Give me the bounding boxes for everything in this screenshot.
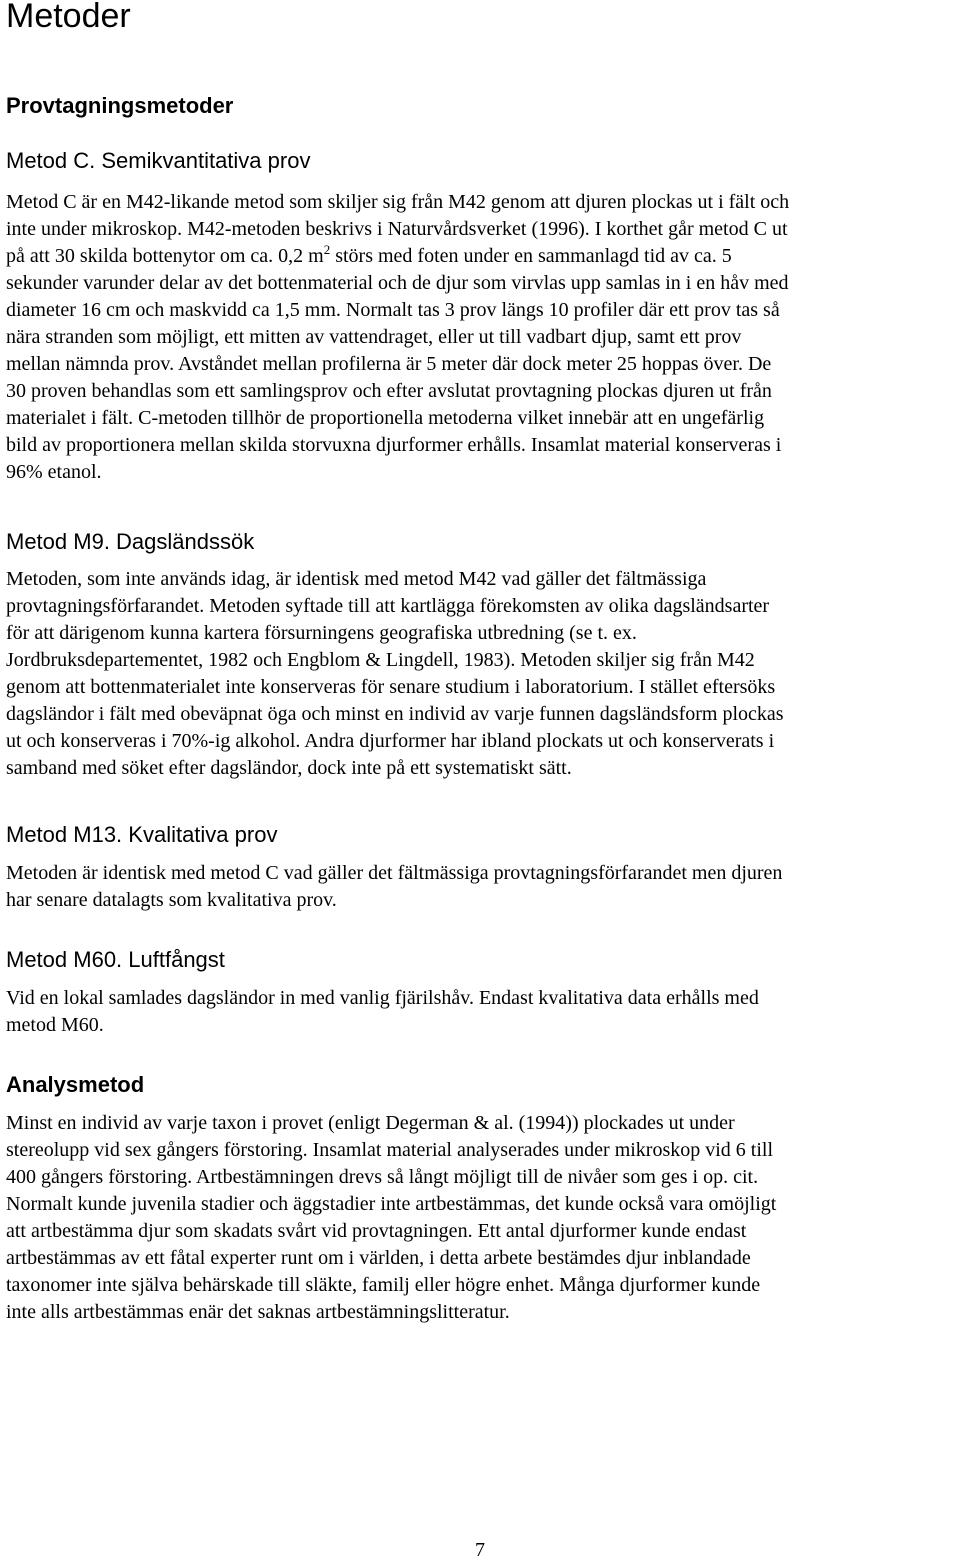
page-number: 7 [475, 1539, 485, 1561]
text-line: metod M60. [6, 1014, 104, 1036]
text-line: Vid en lokal samlades dagsländor in med vanlig fjärilshåv. Endast kvalitativa data erhålls med [6, 987, 759, 1009]
text-line: Metod C är en M42-likande metod som skiljer sig från M42 genom att djuren plockas ut i fält och [6, 191, 790, 213]
text-line: Metoden är identisk med metod C vad gäller det fältmässiga provtagningsförfarandet men djuren [6, 862, 783, 884]
text-line: genom att bottenmaterialet inte konserveras för senare studium i laboratorium. I stället eftersöks [6, 676, 776, 698]
paragraph-metod-c [6, 189, 954, 486]
subsection-heading-metod-c: Metod C. Semikvantitativa prov [6, 148, 311, 173]
text-line: inte alls artbestämmas enär det saknas artbestämningslitteratur. [6, 1301, 510, 1323]
section-heading-analysmetod: Analysmetod [6, 1072, 145, 1097]
paragraph-metod-m13 [6, 860, 954, 914]
subsection-heading-metod-m60: Metod M60. Luftfångst [6, 947, 225, 972]
text-line: för att därigenom kunna kartera försurningens geografiska utbredning (se t. ex. [6, 622, 637, 644]
paragraph-analysmetod [6, 1110, 954, 1326]
document-title: Metoder [6, 0, 131, 35]
section-heading-provtagningsmetoder: Provtagningsmetoder [6, 93, 234, 118]
text-line: dagsländor i fält med obeväpnat öga och minst en individ av varje funnen dagsländsform plockas [6, 703, 784, 725]
text-line: 96% etanol. [6, 461, 102, 483]
text-line: sekunder varunder delar av det bottenmaterial och de djur som virvlas upp samlas in i en håv med [6, 272, 789, 294]
text-line: har senare datalagts som kvalitativa prov. [6, 889, 337, 911]
text-line: bild av proportionera mellan skilda storvuxna djurformer erhålls. Insamlat material konserveras i [6, 434, 782, 456]
text-line: diameter 16 cm och maskvidd ca 1,5 mm. Normalt tas 3 prov längs 10 profiler där ett prov tas så [6, 299, 780, 321]
subsection-heading-metod-m9: Metod M9. Dagsländssök [6, 529, 255, 554]
text-line: ut och konserveras i 70%-ig alkohol. Andra djurformer har ibland plockats ut och konserverats i [6, 730, 775, 752]
text-line: Minst en individ av varje taxon i provet (enligt Degerman & al. (1994)) plockades ut under [6, 1112, 735, 1134]
text-line: provtagningsförfarandet. Metoden syftade till att kartlägga förekomsten av olika dagsländsarter [6, 595, 770, 617]
text-line: att artbestämma djur som skadats svårt vid provtagningen. Ett antal djurformer kunde endast [6, 1220, 747, 1242]
text-line: 30 proven behandlas som ett samlingsprov och efter avslutat provtagning plockas djuren ut från [6, 380, 772, 402]
text-line: Metoden, som inte används idag, är identisk med metod M42 vad gäller det fältmässiga [6, 568, 707, 590]
text-line: Normalt kunde juvenila stadier och äggstadier inte artbestämmas, det kunde också vara omöjligt [6, 1193, 777, 1215]
text-line: nära stranden som möjligt, ett mitten av vattendraget, eller ut till vadbart djup, samt ett prov [6, 326, 742, 348]
text-line: 400 gångers förstoring. Artbestämningen drevs så långt möjligt till de nivåer som ges i op. cit. [6, 1166, 759, 1188]
text-line: materialet i fält. C-metoden tillhör de proportionella metoderna vilket innebär att en ungefärlig [6, 407, 765, 429]
text-line: artbestämmas av ett fåtal experter runt om i världen, i detta arbete bestämdes djur inblandade [6, 1247, 751, 1269]
text-line: Jordbruksdepartementet, 1982 och Engblom & Lingdell, 1983). Metoden skiljer sig från M42 [6, 649, 755, 671]
superscript-exponent: 2 [323, 242, 331, 257]
text-line: inte under mikroskop. M42-metoden beskrivs i Naturvårdsverket (1996). I korthet går metod C ut [6, 218, 788, 240]
text-line [6, 243, 954, 270]
text-line: mellan nämnda prov. Avståndet mellan profilerna är 5 meter där dock meter 25 hoppas över. De [6, 353, 772, 375]
text-line-end: störs med foten under en sammanlagd tid av ca. 5 [330, 245, 732, 267]
paragraph-metod-m9 [6, 566, 954, 782]
text-line: stereolupp vid sex gångers förstoring. Insamlat material analyserades under mikroskop vid 6 till [6, 1139, 774, 1161]
text-line: taxonomer inte själva behärskade till släkte, familj eller högre enhet. Många djurformer kunde [6, 1274, 761, 1296]
text-line: samband med söket efter dagsländor, dock inte på ett systematiskt sätt. [6, 757, 572, 779]
text-line-start: på att 30 skilda bottenytor om ca. 0,2 m [6, 245, 324, 267]
subsection-heading-metod-m13: Metod M13. Kvalitativa prov [6, 822, 278, 847]
paragraph-metod-m60 [6, 985, 954, 1039]
